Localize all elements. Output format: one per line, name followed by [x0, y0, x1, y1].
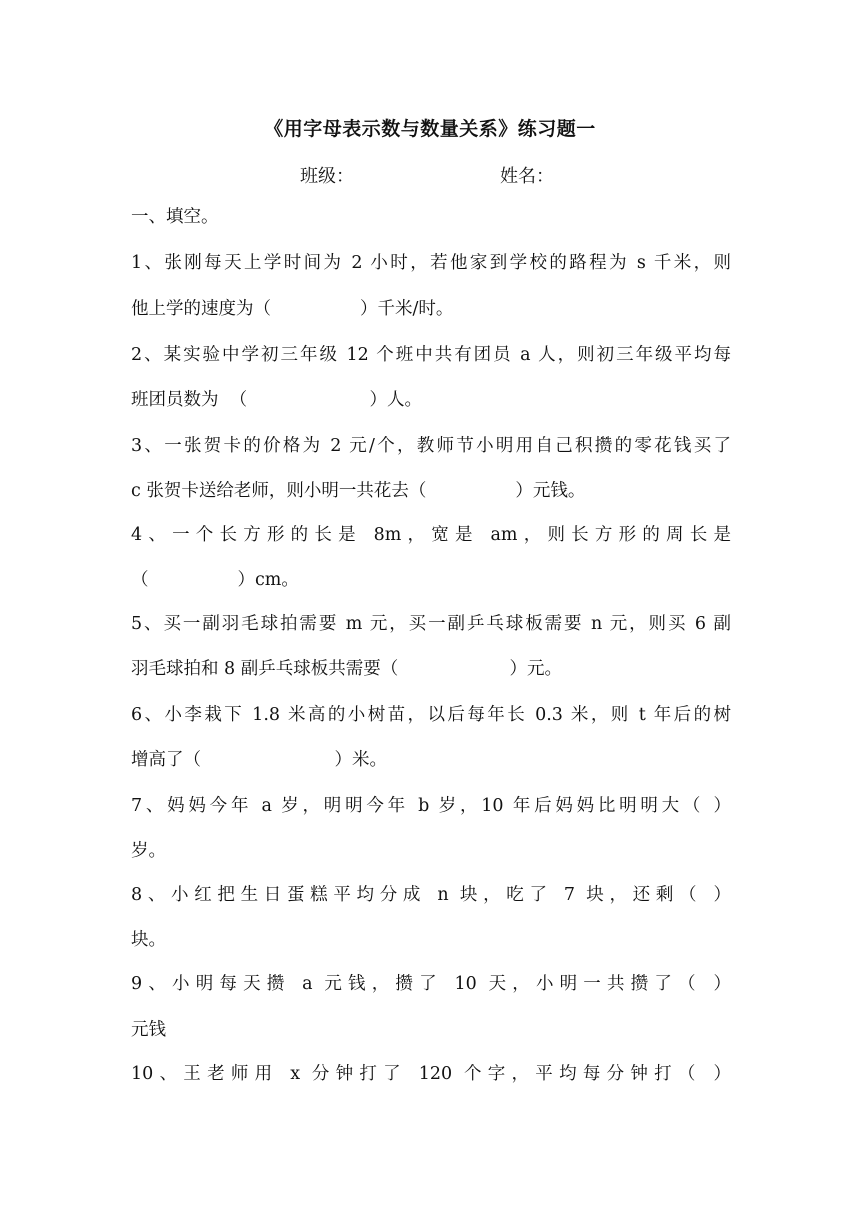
- question-line: 增高了（ ）米。: [131, 750, 388, 770]
- question-line: 1、张刚每天上学时间为 2 小时，若他家到学校的路程为 s 千米，则: [131, 253, 731, 273]
- class-label: 班级：: [300, 166, 354, 187]
- question-line: （ ）cm。: [131, 570, 299, 590]
- question-line: 9、小明每天攒 a 元钱，攒了 10 天，小明一共攒了（ ）: [131, 974, 731, 994]
- question-line: 4、一个长方形的长是 8m，宽是 am，则长方形的周长是: [131, 525, 731, 545]
- question-line: 班团员数为 （ ）人。: [131, 390, 423, 410]
- question-line: 7、妈妈今年 a 岁，明明今年 b 岁，10 年后妈妈比明明大（ ）: [131, 796, 731, 816]
- question-line: c 张贺卡送给老师，则小明一共花去（ ）元钱。: [131, 481, 586, 501]
- question-line: 岁。: [131, 841, 166, 861]
- question-line: 3、一张贺卡的价格为 2 元/个，教师节小明用自己积攒的零花钱买了: [131, 436, 731, 456]
- name-label: 姓名：: [500, 166, 554, 187]
- question-line: 羽毛球拍和 8 副乒乓球板共需要（ ）元。: [131, 659, 563, 679]
- question-line: 他上学的速度为（ ）千米/时。: [131, 299, 454, 319]
- question-line: 5、买一副羽毛球拍需要 m 元，买一副乒乓球板需要 n 元，则买 6 副: [131, 614, 731, 634]
- question-line: 10、王老师用 x 分钟打了 120 个字，平均每分钟打（ ）: [131, 1064, 731, 1084]
- question-line: 6、小李栽下 1.8 米高的小树苗，以后每年长 0.3 米，则 t 年后的树: [131, 705, 731, 725]
- question-line: 块。: [131, 930, 166, 950]
- page-title: 《用字母表示数与数量关系》练习题一: [264, 118, 596, 140]
- question-line: 元钱: [131, 1020, 166, 1040]
- question-line: 8、小红把生日蛋糕平均分成 n 块，吃了 7 块，还剩（ ）: [131, 885, 731, 905]
- section-heading: 一、填空。: [131, 207, 219, 227]
- question-line: 2、某实验中学初三年级 12 个班中共有团员 a 人，则初三年级平均每: [131, 345, 731, 365]
